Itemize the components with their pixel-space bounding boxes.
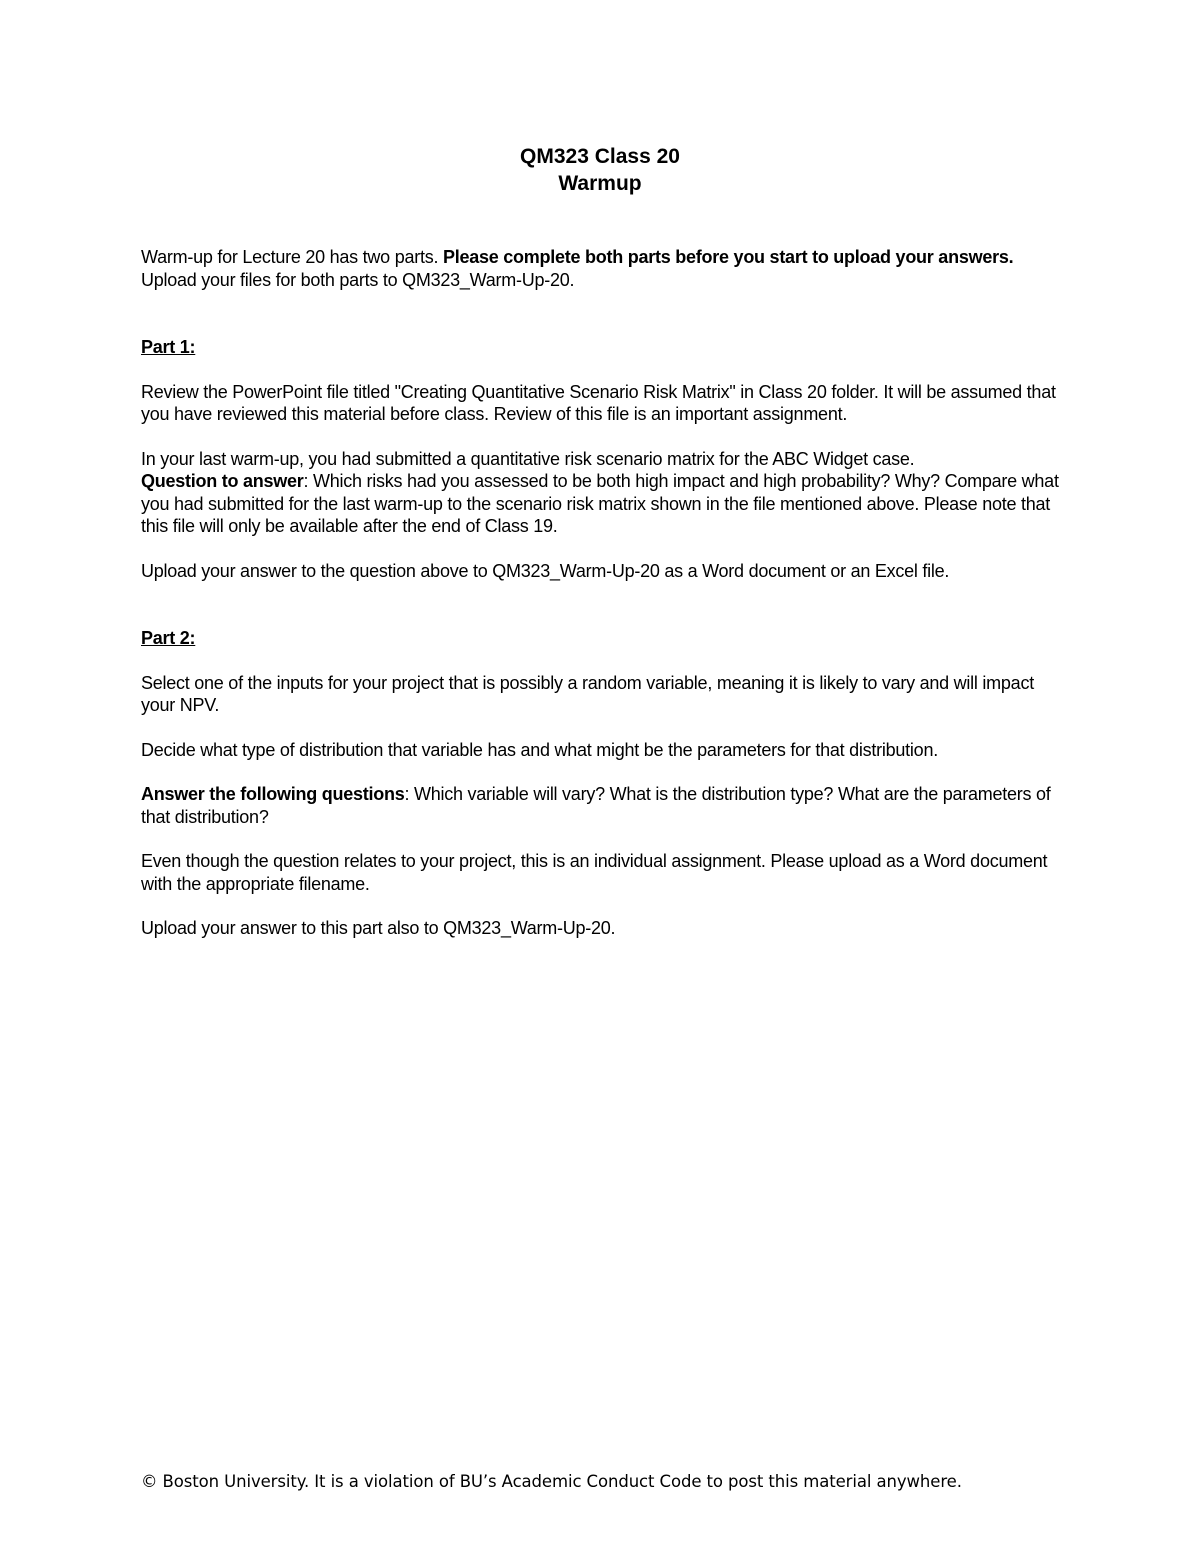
- intro-bold-text: Please complete both parts before you start to upload your answers.: [442, 247, 1014, 267]
- part2-paragraph-distribution: Decide what type of distribution that variable has and what might be the parameters for that distribution.: [141, 739, 938, 760]
- answer-questions-text: : Which variable will vary? What is the distribution type? What are the parameters of that distribution?: [141, 784, 1051, 827]
- part1-paragraph-question: [141, 448, 1071, 538]
- question-to-answer-label: Question to answer: [141, 471, 304, 491]
- intro-text-2: Upload your files for both parts to QM323_Warm-Up-20.: [141, 269, 575, 290]
- part2-paragraph-individual: Even though the question relates to your project, this is an individual assignment. Please upload as a Word document with the appropriate filename.: [141, 851, 1048, 894]
- part1-heading: Part 1:: [141, 337, 196, 357]
- part1-paragraph-upload: Upload your answer to the question above to QM323_Warm-Up-20 as a Word document or an Excel file.: [141, 560, 950, 581]
- part1-last-warmup-text: In your last warm-up, you had submitted a quantitative risk scenario matrix for the ABC Widget case.: [141, 448, 915, 469]
- title-line-warmup: Warmup: [558, 172, 642, 195]
- intro-paragraph: [141, 246, 1071, 291]
- document-title: [0, 143, 1200, 197]
- part2-heading: Part 2:: [141, 628, 196, 648]
- part2-paragraph-upload: Upload your answer to this part also to QM323_Warm-Up-20.: [141, 918, 616, 938]
- title-line-course: QM323 Class 20: [520, 145, 680, 168]
- answer-questions-label: Answer the following questions: [141, 784, 405, 804]
- intro-text-1: Warm-up for Lecture 20 has two parts.: [141, 247, 443, 267]
- question-to-answer-text: : Which risks had you assessed to be both high impact and high probability? Why? Compare what you had submitted for the last warm-up to the scenario risk matrix shown in the file mentioned above. Please note that this file will only be available after the end of Class 19.: [141, 471, 1059, 536]
- part2-paragraph-select: Select one of the inputs for your project that is possibly a random variable, meaning it is likely to vary and will impact your NPV.: [141, 672, 1034, 715]
- part2-paragraph-questions: [141, 783, 1071, 828]
- document-body: [141, 246, 1071, 940]
- copyright-footer: © Boston University. It is a violation of BU’s Academic Conduct Code to post this material anywhere.: [141, 1472, 962, 1491]
- part1-paragraph-review: Review the PowerPoint file titled "Creating Quantitative Scenario Risk Matrix" in Class 20 folder. It will be assumed that you have reviewed this material before class. Review of this file is an important assignment.: [141, 381, 1056, 424]
